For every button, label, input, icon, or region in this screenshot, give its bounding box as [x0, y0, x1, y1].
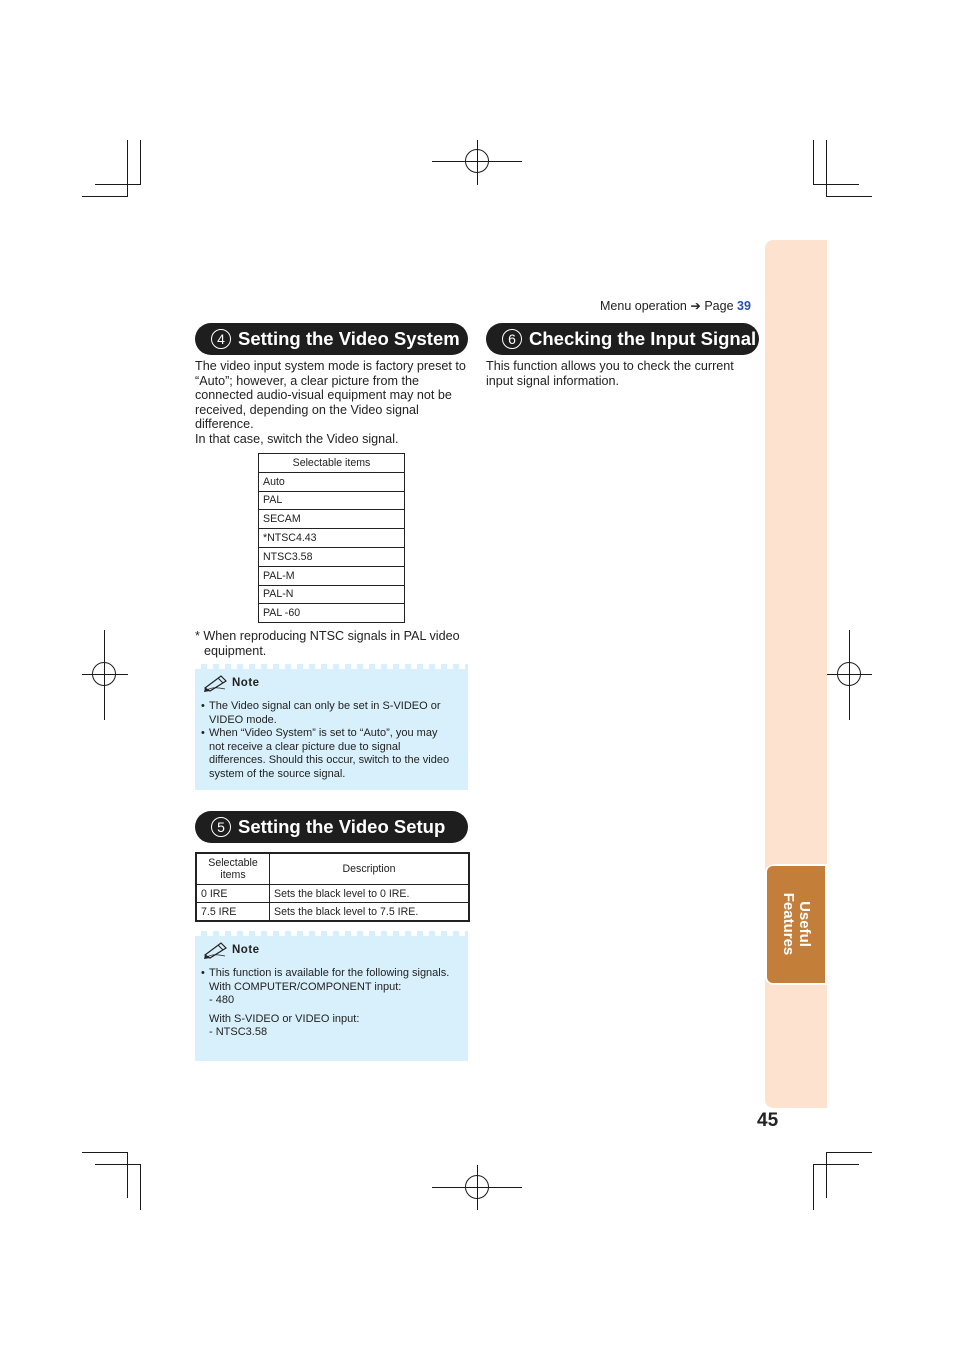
table-cell: NTSC3.58	[259, 547, 405, 566]
note-text: With S-VIDEO or VIDEO input:	[209, 1012, 360, 1025]
video-setup-table	[195, 852, 470, 922]
menu-ref-text: Menu operation	[600, 299, 687, 313]
table-cell: PAL	[259, 491, 405, 510]
table-cell: PAL -60	[259, 604, 405, 623]
note-title: Note	[232, 944, 260, 956]
note-box-video-setup	[195, 931, 468, 1061]
table-cell: 7.5 IRE	[196, 903, 270, 922]
menu-ref-page-link[interactable]: 39	[737, 299, 751, 313]
heading-video-system	[195, 323, 468, 355]
note-text: - NTSC3.58	[209, 1026, 268, 1039]
table-cell: PAL-N	[259, 585, 405, 604]
table-cell: 0 IRE	[196, 885, 270, 903]
pencil-note-icon	[203, 941, 229, 959]
table-cell: PAL-M	[259, 566, 405, 585]
section-title: Setting the Video Setup	[238, 816, 446, 837]
table-header: Description	[270, 853, 470, 885]
table-cell: Sets the black level to 7.5 IRE.	[270, 903, 470, 922]
video-system-table	[258, 453, 405, 623]
table-header: Selectable items	[196, 853, 270, 885]
section-title: Setting the Video System	[238, 328, 460, 349]
menu-ref-page-label: Page	[704, 299, 734, 313]
heading-video-setup	[195, 811, 468, 843]
table-header: Selectable items	[259, 454, 405, 473]
footnote: * When reproducing NTSC signals in PAL video equipment.	[195, 629, 460, 658]
table-cell: *NTSC4.43	[259, 529, 405, 548]
note-header	[203, 941, 260, 959]
list-item: • The Video signal can only be set in S-VIDEO or VIDEO mode.	[201, 700, 441, 726]
paragraph: In that case, switch the Video signal.	[195, 431, 399, 446]
section-tab-label: Useful Features	[780, 892, 813, 956]
note-text: With COMPUTER/COMPONENT input:	[209, 980, 402, 993]
menu-operation-reference	[600, 298, 751, 313]
note-text: This function is available for the following signals.	[209, 967, 450, 979]
video-system-description	[195, 359, 471, 446]
note-title: Note	[232, 677, 260, 689]
section-number-badge: 5	[211, 817, 231, 837]
section-number-badge: 4	[211, 329, 231, 349]
table-cell: Auto	[259, 472, 405, 491]
note-text: - 480	[209, 994, 235, 1007]
paragraph: The video input system mode is factory preset to “Auto”; however, a clear picture from the connected audio-visual equipment may not be received, depending on the Video signal difference.	[195, 359, 466, 431]
section-tab-useful-features[interactable]	[765, 864, 827, 985]
list-item: • This function is available for the following signals. With COMPUTER/COMPONENT input: - 480 With S-VIDEO or VIDEO input: - NTSC3.58	[201, 967, 450, 1039]
section-title: Checking the Input Signal	[529, 328, 757, 349]
note-header	[203, 674, 260, 692]
arrow-right-icon: ➔	[690, 299, 701, 313]
note-list	[201, 967, 451, 1040]
note-list	[201, 700, 451, 782]
pencil-note-icon	[203, 674, 229, 692]
heading-input-signal	[486, 323, 759, 355]
section-number-badge: 6	[502, 329, 522, 349]
note-box-video-system	[195, 664, 468, 790]
table-cell: Sets the black level to 0 IRE.	[270, 885, 470, 903]
input-signal-description: This function allows you to check the current input signal information.	[486, 359, 734, 388]
page-number: 45	[757, 1110, 779, 1131]
table-cell: SECAM	[259, 510, 405, 529]
list-item: • When “Video System” is set to “Auto”, you may not receive a clear picture due to signal differences. Should this occur, switch to the video system of the source signal.	[201, 727, 450, 780]
